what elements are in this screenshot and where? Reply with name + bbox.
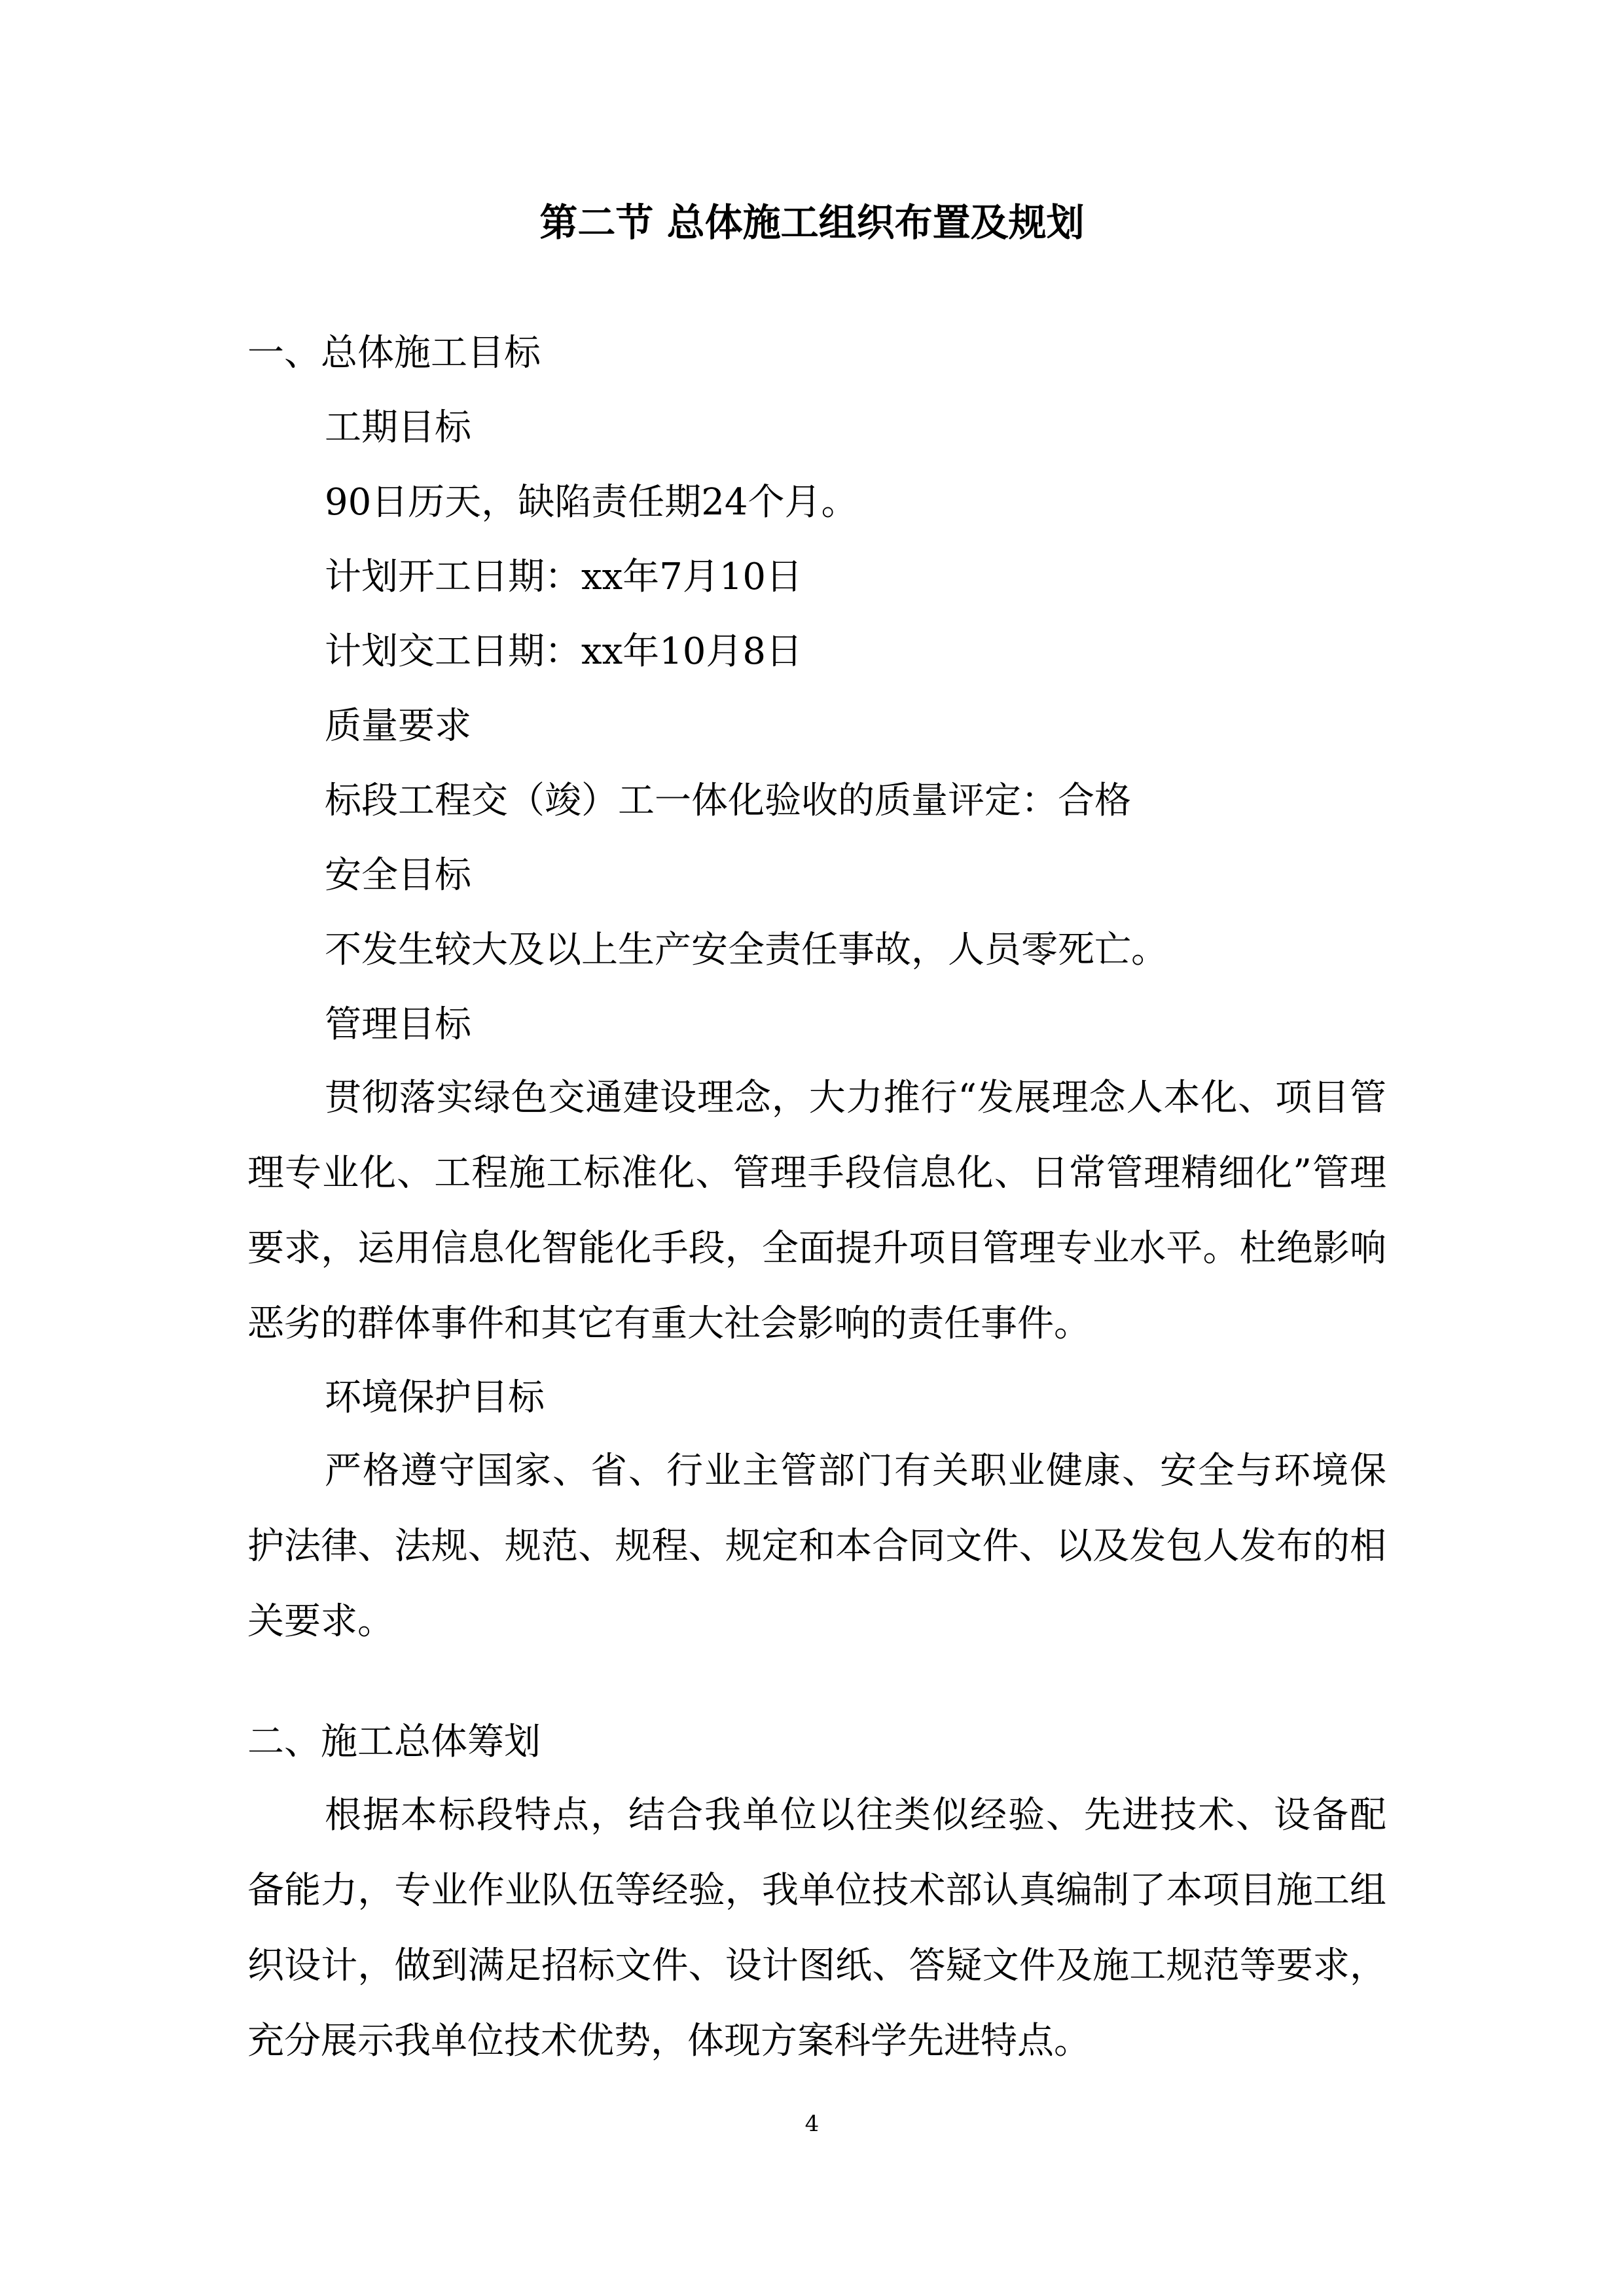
schedule-text: 90日历天，缺陷责任期24个月。 <box>325 481 858 524</box>
management-paragraph: 贯彻落实绿色交通建设理念，大力推行“发展理念人本化、项目管理专业化、工程施工标准化、管理手段信息化、日常管理精细化”管理要求，运用信息化智能化手段，全面提升项目管理专业水平。杜绝影响恶劣的群体事件和其它有重大社会影响的责任事件。 <box>247 1077 1386 1345</box>
environment-paragraph: 严格遵守国家、省、行业主管部门有关职业健康、安全与环境保护法律、法规、规范、规程、规定和本合同文件、以及发包人发布的相关要求。 <box>247 1450 1386 1643</box>
planning-paragraph: 根据本标段特点，结合我单位以往类似经验、先进技术、设备配备能力，专业作业队伍等经验，我单位技术部认真编制了本项目施工组织设计，做到满足招标文件、设计图纸、答疑文件及施工规范等要求，充分展示我单位技术优势，体现方案科学先进特点。 <box>247 1794 1386 2062</box>
quality-text: 标段工程交（竣）工一体化验收的质量评定：合格 <box>325 780 1131 822</box>
section-2-heading: 二、施工总体筹划 <box>247 1721 541 1763</box>
schedule-label: 工期目标 <box>325 406 471 449</box>
safety-text: 不发生较大及以上生产安全责任事故，人员零死亡。 <box>325 929 1168 971</box>
management-label: 管理目标 <box>325 1003 471 1046</box>
end-date: 计划交工日期：xx年10月8日 <box>325 630 803 673</box>
section-1-heading: 一、总体施工目标 <box>247 332 541 374</box>
safety-label: 安全目标 <box>325 854 471 897</box>
environment-label: 环境保护目标 <box>325 1376 545 1419</box>
start-date: 计划开工日期：xx年7月10日 <box>325 556 803 598</box>
page-title: 第二节 总体施工组织布置及规划 <box>539 200 1085 245</box>
quality-label: 质量要求 <box>325 705 471 747</box>
page-number: 4 <box>804 2111 820 2137</box>
